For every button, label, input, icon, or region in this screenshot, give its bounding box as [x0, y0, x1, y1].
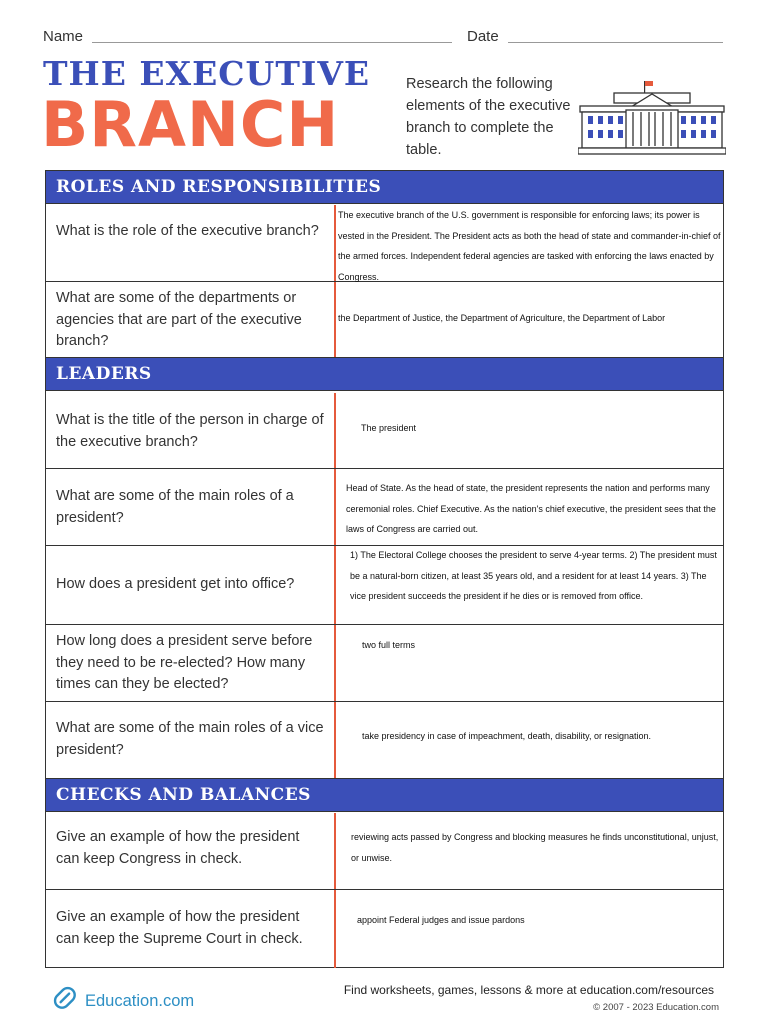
question-text: What is the role of the executive branch? [56, 223, 319, 239]
table-row [46, 392, 723, 469]
answer-text[interactable]: The executive branch of the U.S. government is responsible for enforcing laws; its power is vested in the President. The President acts as both the head of state and commander-in-chief of the armed forces. Independent federal agencies are tasked with enforcing the laws enacted by Congress. [338, 210, 721, 282]
name-field-line[interactable] [92, 42, 452, 43]
date-label: Date [467, 28, 499, 45]
title-line-2: BRANCH [41, 88, 340, 161]
table-row [46, 282, 723, 358]
table-row [46, 813, 723, 890]
answer-text[interactable]: The president [361, 423, 417, 433]
table-row [46, 546, 723, 625]
section-header-leaders: LEADERS [46, 358, 723, 391]
question-text: Give an example of how the president can keep Congress in check. [56, 829, 300, 867]
answer-text[interactable]: appoint Federal judges and issue pardons [357, 915, 525, 925]
table-row [46, 890, 723, 968]
question-text: What are some of the departments or agencies that are part of the executive branch? [56, 290, 302, 349]
title-line-1: THE EXECUTIVE [43, 54, 371, 93]
question-text: Give an example of how the president can keep the Supreme Court in check. [56, 909, 303, 947]
answer-text[interactable]: take presidency in case of impeachment, death, disability, or resignation. [362, 731, 651, 741]
answer-text[interactable]: Head of State. As the head of state, the president represents the nation and performs many ceremonial roles. Chief Executive. As the nation's chief executive, the president sees that the laws of Congress are carried out. [346, 483, 716, 534]
footer-copyright: © 2007 - 2023 Education.com [593, 1002, 719, 1013]
footer-resources-text: Find worksheets, games, lessons & more at education.com/resources [343, 983, 714, 997]
answer-text[interactable]: 1) The Electoral College chooses the president to serve 4-year terms. 2) The president must be a natural-born citizen, at least 35 years old, and a resident for at least 14 years. 3) The vice president succeeds the president if he dies or is removed from office. [350, 550, 717, 601]
question-text: What is the title of the person in charge of the executive branch? [56, 412, 324, 450]
table-row [46, 702, 723, 779]
logo-text[interactable]: Education.com [85, 992, 195, 1010]
date-field-line[interactable] [508, 42, 723, 43]
table-row [46, 469, 723, 546]
answer-text[interactable]: two full terms [362, 640, 416, 650]
question-text: What are some of the main roles of a president? [56, 488, 294, 526]
name-label: Name [43, 28, 84, 45]
answer-text[interactable]: the Department of Justice, the Department of Agriculture, the Department of Labor [338, 313, 666, 323]
answer-text[interactable]: reviewing acts passed by Congress and blocking measures he finds unconstitutional, unjust, or unwise. [351, 832, 719, 863]
table-row [46, 205, 723, 282]
question-text: How long does a president serve before they need to be re-elected? How many times can they be elected? [56, 633, 313, 692]
section-header-checks: CHECKS AND BALANCES [46, 779, 723, 812]
section-header-roles: ROLES AND RESPONSIBILITIES [46, 171, 723, 204]
intro-text: Research the following elements of the executive branch to complete the table. [406, 76, 571, 158]
question-text: What are some of the main roles of a vice president? [56, 720, 324, 758]
white-house-icon [578, 80, 726, 158]
worksheet-table [45, 170, 724, 968]
table-row [46, 625, 723, 702]
question-text: How does a president get into office? [56, 576, 295, 592]
